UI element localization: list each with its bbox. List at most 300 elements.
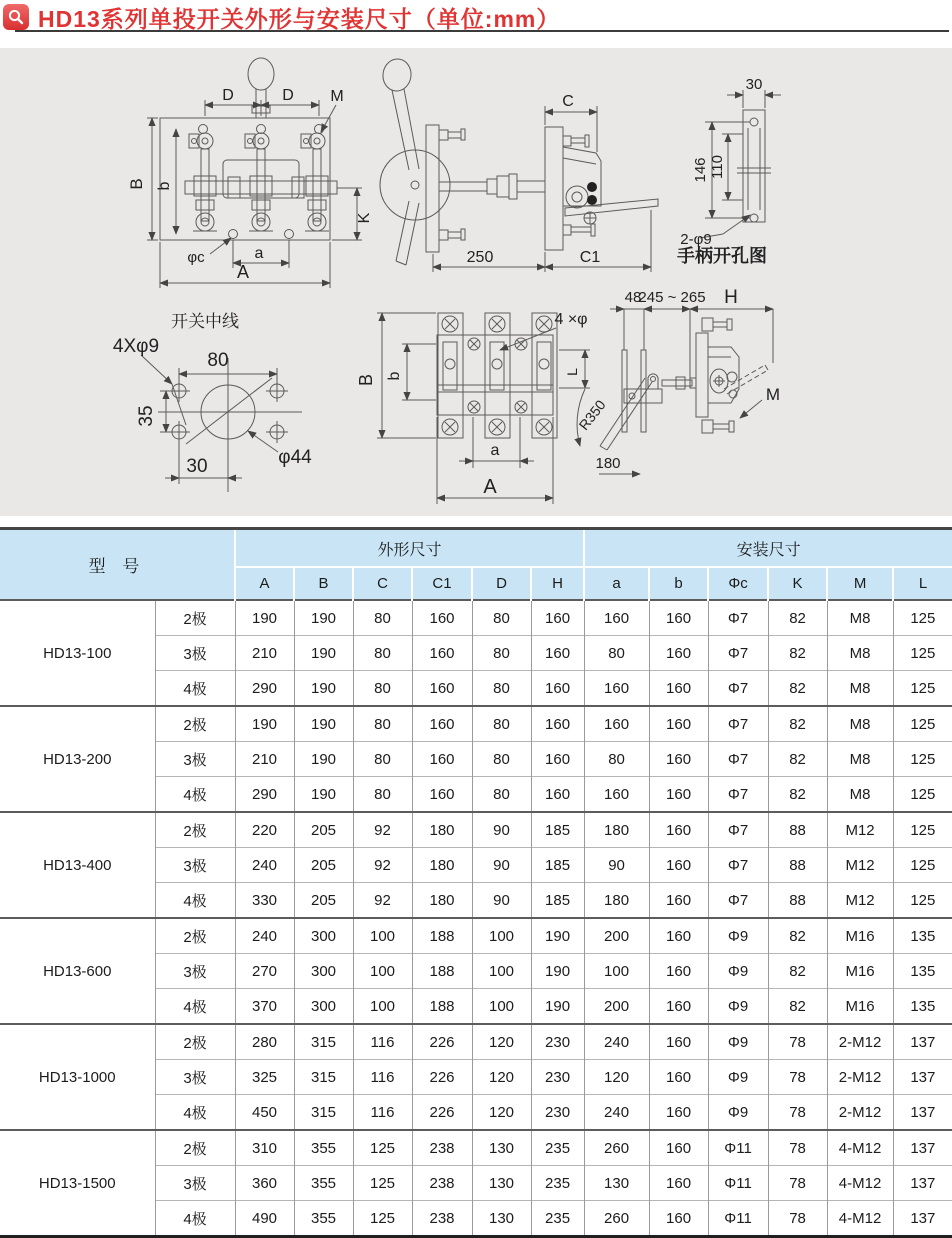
value-cell: 4-M12 xyxy=(827,1201,893,1237)
pole-cell: 4极 xyxy=(155,671,235,707)
pole-cell: 2极 xyxy=(155,918,235,954)
value-cell: 160 xyxy=(649,1166,708,1201)
model-cell: HD13-600 xyxy=(0,918,155,1024)
svg-text:35: 35 xyxy=(136,405,157,427)
svg-text:A: A xyxy=(236,262,250,282)
column-header: C xyxy=(353,567,412,600)
value-cell: M8 xyxy=(827,742,893,777)
value-cell: 160 xyxy=(649,706,708,742)
value-cell: 78 xyxy=(768,1130,827,1166)
value-cell: M8 xyxy=(827,777,893,813)
value-cell: 100 xyxy=(472,954,531,989)
value-cell: 125 xyxy=(893,812,952,848)
value-cell: 125 xyxy=(893,883,952,919)
value-cell: 160 xyxy=(649,812,708,848)
value-cell: 82 xyxy=(768,742,827,777)
value-cell: 190 xyxy=(531,918,584,954)
value-cell: Φ9 xyxy=(708,1095,768,1131)
value-cell: 80 xyxy=(472,636,531,671)
value-cell: 290 xyxy=(235,777,294,813)
model-cell: HD13-400 xyxy=(0,812,155,918)
svg-text:30: 30 xyxy=(745,76,763,93)
column-header: A xyxy=(235,567,294,600)
value-cell: 160 xyxy=(649,1201,708,1237)
value-cell: M12 xyxy=(827,883,893,919)
value-cell: 100 xyxy=(472,989,531,1025)
value-cell: 100 xyxy=(353,989,412,1025)
value-cell: 190 xyxy=(235,706,294,742)
mechanism-view-drawing xyxy=(610,287,780,433)
value-cell: Φ9 xyxy=(708,954,768,989)
value-cell: 130 xyxy=(584,1166,649,1201)
value-cell: 125 xyxy=(893,671,952,707)
outline-group-header: 外形尺寸 xyxy=(235,529,584,568)
value-cell: 160 xyxy=(531,600,584,636)
value-cell: 100 xyxy=(353,954,412,989)
value-cell: 4-M12 xyxy=(827,1130,893,1166)
value-cell: 82 xyxy=(768,989,827,1025)
value-cell: 260 xyxy=(584,1201,649,1237)
value-cell: 80 xyxy=(353,636,412,671)
value-cell: 190 xyxy=(294,636,353,671)
value-cell: 80 xyxy=(472,706,531,742)
value-cell: 160 xyxy=(584,600,649,636)
value-cell: 160 xyxy=(649,600,708,636)
value-cell: M8 xyxy=(827,706,893,742)
value-cell: 82 xyxy=(768,636,827,671)
value-cell: 160 xyxy=(649,777,708,813)
value-cell: 240 xyxy=(235,918,294,954)
value-cell: Φ7 xyxy=(708,777,768,813)
value-cell: 235 xyxy=(531,1166,584,1201)
table-row xyxy=(0,706,952,742)
value-cell: 137 xyxy=(893,1201,952,1237)
value-cell: 160 xyxy=(649,671,708,707)
value-cell: 240 xyxy=(235,848,294,883)
svg-text:180: 180 xyxy=(595,455,621,472)
value-cell: 82 xyxy=(768,918,827,954)
value-cell: M12 xyxy=(827,812,893,848)
value-cell: M16 xyxy=(827,954,893,989)
value-cell: Φ11 xyxy=(708,1166,768,1201)
value-cell: 160 xyxy=(531,671,584,707)
value-cell: Φ7 xyxy=(708,706,768,742)
value-cell: 80 xyxy=(353,600,412,636)
value-cell: Φ11 xyxy=(708,1201,768,1237)
value-cell: 300 xyxy=(294,954,353,989)
value-cell: 78 xyxy=(768,1060,827,1095)
value-cell: 82 xyxy=(768,706,827,742)
value-cell: 80 xyxy=(472,777,531,813)
value-cell: 226 xyxy=(412,1095,472,1131)
value-cell: 188 xyxy=(412,918,472,954)
value-cell: 160 xyxy=(584,706,649,742)
svg-text:L: L xyxy=(564,368,580,376)
value-cell: M16 xyxy=(827,989,893,1025)
value-cell: 90 xyxy=(472,812,531,848)
value-cell: 360 xyxy=(235,1166,294,1201)
value-cell: 160 xyxy=(649,848,708,883)
pole-cell: 3极 xyxy=(155,742,235,777)
value-cell: 125 xyxy=(893,636,952,671)
value-cell: Φ11 xyxy=(708,1130,768,1166)
magnifier-icon xyxy=(3,4,29,30)
value-cell: 160 xyxy=(531,706,584,742)
value-cell: 160 xyxy=(649,954,708,989)
value-cell: 92 xyxy=(353,848,412,883)
value-cell: Φ7 xyxy=(708,636,768,671)
value-cell: 78 xyxy=(768,1166,827,1201)
value-cell: 88 xyxy=(768,883,827,919)
value-cell: 325 xyxy=(235,1060,294,1095)
svg-text:B: B xyxy=(127,178,146,190)
svg-text:b: b xyxy=(386,371,403,381)
value-cell: 160 xyxy=(412,636,472,671)
value-cell: 125 xyxy=(353,1130,412,1166)
value-cell: 200 xyxy=(584,918,649,954)
value-cell: 315 xyxy=(294,1095,353,1131)
value-cell: 355 xyxy=(294,1201,353,1237)
value-cell: 235 xyxy=(531,1130,584,1166)
value-cell: 100 xyxy=(472,918,531,954)
value-cell: 120 xyxy=(472,1024,531,1060)
value-cell: 180 xyxy=(584,812,649,848)
value-cell: 160 xyxy=(649,636,708,671)
value-cell: 300 xyxy=(294,989,353,1025)
value-cell: 160 xyxy=(584,777,649,813)
value-cell: 160 xyxy=(649,742,708,777)
value-cell: 190 xyxy=(294,671,353,707)
value-cell: 238 xyxy=(412,1201,472,1237)
table-body xyxy=(0,600,952,1237)
value-cell: Φ9 xyxy=(708,989,768,1025)
pole-cell: 4极 xyxy=(155,777,235,813)
value-cell: 220 xyxy=(235,812,294,848)
value-cell: M8 xyxy=(827,636,893,671)
svg-text:φc: φc xyxy=(187,249,205,266)
value-cell: 2-M12 xyxy=(827,1060,893,1095)
model-cell: HD13-1000 xyxy=(0,1024,155,1130)
value-cell: 80 xyxy=(584,742,649,777)
value-cell: 137 xyxy=(893,1024,952,1060)
value-cell: 4-M12 xyxy=(827,1166,893,1201)
page-header xyxy=(0,0,952,48)
value-cell: 125 xyxy=(353,1166,412,1201)
model-cell: HD13-100 xyxy=(0,600,155,706)
value-cell: 190 xyxy=(294,706,353,742)
value-cell: 226 xyxy=(412,1024,472,1060)
svg-text:b: b xyxy=(156,181,173,191)
pole-cell: 4极 xyxy=(155,1201,235,1237)
table-row xyxy=(0,1130,952,1166)
table-row xyxy=(0,600,952,636)
svg-text:4 ×φ: 4 ×φ xyxy=(554,311,588,328)
value-cell: 160 xyxy=(649,1060,708,1095)
value-cell: 2-M12 xyxy=(827,1024,893,1060)
value-cell: 80 xyxy=(584,636,649,671)
value-cell: 190 xyxy=(294,600,353,636)
value-cell: 137 xyxy=(893,1060,952,1095)
svg-text:C1: C1 xyxy=(579,249,601,266)
value-cell: 137 xyxy=(893,1130,952,1166)
value-cell: Φ9 xyxy=(708,1024,768,1060)
value-cell: 125 xyxy=(353,1201,412,1237)
svg-text:110: 110 xyxy=(709,155,726,179)
dimensions-table xyxy=(0,527,952,1238)
value-cell: 135 xyxy=(893,989,952,1025)
value-cell: 125 xyxy=(893,706,952,742)
value-cell: 210 xyxy=(235,742,294,777)
page-title: HD13系列单投开关外形与安装尺寸（单位:mm） xyxy=(38,6,561,32)
value-cell: 125 xyxy=(893,777,952,813)
value-cell: 280 xyxy=(235,1024,294,1060)
column-header: L xyxy=(893,567,952,600)
svg-text:M: M xyxy=(330,88,344,105)
value-cell: 82 xyxy=(768,954,827,989)
pole-cell: 4极 xyxy=(155,1095,235,1131)
value-cell: 160 xyxy=(412,671,472,707)
value-cell: 160 xyxy=(531,636,584,671)
value-cell: 188 xyxy=(412,989,472,1025)
value-cell: 188 xyxy=(412,954,472,989)
value-cell: 78 xyxy=(768,1024,827,1060)
svg-text:48: 48 xyxy=(624,289,642,306)
value-cell: 100 xyxy=(584,954,649,989)
svg-text:a: a xyxy=(254,245,264,262)
pole-cell: 3极 xyxy=(155,1060,235,1095)
pole-cell: 2极 xyxy=(155,1024,235,1060)
value-cell: 160 xyxy=(412,600,472,636)
value-cell: 135 xyxy=(893,918,952,954)
value-cell: Φ9 xyxy=(708,1060,768,1095)
value-cell: 190 xyxy=(531,989,584,1025)
value-cell: 120 xyxy=(472,1095,531,1131)
value-cell: Φ9 xyxy=(708,918,768,954)
svg-text:K: K xyxy=(356,212,373,224)
value-cell: 125 xyxy=(893,848,952,883)
value-cell: 160 xyxy=(649,989,708,1025)
value-cell: 137 xyxy=(893,1095,952,1131)
value-cell: 355 xyxy=(294,1166,353,1201)
value-cell: 130 xyxy=(472,1166,531,1201)
value-cell: 120 xyxy=(584,1060,649,1095)
column-header: C1 xyxy=(412,567,472,600)
value-cell: 80 xyxy=(472,671,531,707)
value-cell: 120 xyxy=(472,1060,531,1095)
value-cell: 180 xyxy=(584,883,649,919)
pole-cell: 2极 xyxy=(155,600,235,636)
value-cell: 80 xyxy=(353,777,412,813)
table-row xyxy=(0,812,952,848)
value-cell: 185 xyxy=(531,883,584,919)
value-cell: 160 xyxy=(649,883,708,919)
value-cell: M12 xyxy=(827,848,893,883)
value-cell: 130 xyxy=(472,1201,531,1237)
value-cell: 125 xyxy=(893,742,952,777)
value-cell: 230 xyxy=(531,1024,584,1060)
value-cell: 310 xyxy=(235,1130,294,1166)
value-cell: 160 xyxy=(531,777,584,813)
value-cell: 205 xyxy=(294,848,353,883)
pole-cell: 3极 xyxy=(155,848,235,883)
value-cell: 116 xyxy=(353,1095,412,1131)
svg-text:2-φ9: 2-φ9 xyxy=(680,231,712,248)
value-cell: 226 xyxy=(412,1060,472,1095)
value-cell: 88 xyxy=(768,848,827,883)
value-cell: 160 xyxy=(412,777,472,813)
value-cell: 315 xyxy=(294,1024,353,1060)
value-cell: Φ7 xyxy=(708,812,768,848)
value-cell: 160 xyxy=(412,706,472,742)
value-cell: M16 xyxy=(827,918,893,954)
value-cell: 205 xyxy=(294,883,353,919)
svg-text:B: B xyxy=(356,373,376,387)
column-header: B xyxy=(294,567,353,600)
value-cell: 290 xyxy=(235,671,294,707)
value-cell: 160 xyxy=(531,742,584,777)
svg-text:250: 250 xyxy=(466,249,494,266)
pole-cell: 4极 xyxy=(155,883,235,919)
technical-drawings xyxy=(0,48,952,516)
value-cell: 450 xyxy=(235,1095,294,1131)
svg-text:手柄开孔图: 手柄开孔图 xyxy=(677,246,767,266)
pole-cell: 3极 xyxy=(155,954,235,989)
svg-text:D: D xyxy=(282,87,294,104)
pole-cell: 2极 xyxy=(155,706,235,742)
front-view-drawing xyxy=(127,58,373,288)
value-cell: 190 xyxy=(531,954,584,989)
value-cell: 190 xyxy=(294,777,353,813)
value-cell: 238 xyxy=(412,1166,472,1201)
value-cell: 330 xyxy=(235,883,294,919)
value-cell: 490 xyxy=(235,1201,294,1237)
handle-cutout-drawing xyxy=(677,76,781,266)
svg-text:R350: R350 xyxy=(575,396,609,434)
value-cell: 80 xyxy=(472,742,531,777)
value-cell: 180 xyxy=(412,848,472,883)
column-header: M xyxy=(827,567,893,600)
svg-text:C: C xyxy=(562,93,574,110)
value-cell: 80 xyxy=(353,671,412,707)
value-cell: 355 xyxy=(294,1130,353,1166)
value-cell: 90 xyxy=(584,848,649,883)
value-cell: 92 xyxy=(353,883,412,919)
value-cell: Φ7 xyxy=(708,671,768,707)
value-cell: 235 xyxy=(531,1201,584,1237)
value-cell: 116 xyxy=(353,1060,412,1095)
value-cell: 190 xyxy=(235,600,294,636)
pole-cell: 4极 xyxy=(155,989,235,1025)
value-cell: 160 xyxy=(649,1130,708,1166)
value-cell: 92 xyxy=(353,812,412,848)
value-cell: 205 xyxy=(294,812,353,848)
value-cell: 130 xyxy=(472,1130,531,1166)
svg-text:30: 30 xyxy=(186,456,208,477)
svg-text:D: D xyxy=(222,87,234,104)
value-cell: 80 xyxy=(353,742,412,777)
pole-view-drawing xyxy=(356,311,652,504)
value-cell: M8 xyxy=(827,600,893,636)
model-cell: HD13-200 xyxy=(0,706,155,812)
value-cell: 240 xyxy=(584,1095,649,1131)
pole-cell: 2极 xyxy=(155,812,235,848)
value-cell: 90 xyxy=(472,848,531,883)
column-header: K xyxy=(768,567,827,600)
pole-cell: 3极 xyxy=(155,1166,235,1201)
value-cell: 160 xyxy=(649,918,708,954)
value-cell: 160 xyxy=(649,1095,708,1131)
value-cell: 190 xyxy=(294,742,353,777)
value-cell: 260 xyxy=(584,1130,649,1166)
value-cell: 200 xyxy=(584,989,649,1025)
value-cell: 125 xyxy=(893,600,952,636)
value-cell: 238 xyxy=(412,1130,472,1166)
value-cell: 80 xyxy=(472,600,531,636)
value-cell: 230 xyxy=(531,1095,584,1131)
value-cell: 160 xyxy=(584,671,649,707)
value-cell: 240 xyxy=(584,1024,649,1060)
svg-text:开关中线: 开关中线 xyxy=(171,312,239,331)
svg-text:4Xφ9: 4Xφ9 xyxy=(112,336,160,357)
svg-text:φ44: φ44 xyxy=(278,447,312,468)
column-header: b xyxy=(649,567,708,600)
value-cell: 300 xyxy=(294,918,353,954)
column-header: D xyxy=(472,567,531,600)
title-underline xyxy=(15,30,949,32)
value-cell: Φ7 xyxy=(708,600,768,636)
pole-cell: 2极 xyxy=(155,1130,235,1166)
value-cell: 2-M12 xyxy=(827,1095,893,1131)
drawings-panel xyxy=(0,48,952,516)
value-cell: 230 xyxy=(531,1060,584,1095)
svg-text:146: 146 xyxy=(692,157,709,183)
column-header: Φc xyxy=(708,567,768,600)
svg-text:80: 80 xyxy=(207,350,229,371)
value-cell: 180 xyxy=(412,812,472,848)
value-cell: Φ7 xyxy=(708,883,768,919)
model-column-header: 型 号 xyxy=(0,529,235,601)
value-cell: 180 xyxy=(412,883,472,919)
value-cell: 185 xyxy=(531,848,584,883)
svg-text:A: A xyxy=(483,476,497,498)
value-cell: 370 xyxy=(235,989,294,1025)
column-header: a xyxy=(584,567,649,600)
value-cell: 82 xyxy=(768,600,827,636)
value-cell: 137 xyxy=(893,1166,952,1201)
value-cell: 116 xyxy=(353,1024,412,1060)
side-view-drawing xyxy=(380,57,658,272)
table-row xyxy=(0,1024,952,1060)
svg-text:H: H xyxy=(724,287,738,308)
value-cell: 90 xyxy=(472,883,531,919)
svg-text:245 ~ 265: 245 ~ 265 xyxy=(638,289,706,306)
mount-group-header: 安装尺寸 xyxy=(584,529,952,568)
value-cell: Φ7 xyxy=(708,848,768,883)
value-cell: 80 xyxy=(353,706,412,742)
table-row xyxy=(0,918,952,954)
value-cell: 315 xyxy=(294,1060,353,1095)
value-cell: 160 xyxy=(649,1024,708,1060)
value-cell: 88 xyxy=(768,812,827,848)
svg-text:a: a xyxy=(490,442,500,459)
center-hole-drawing xyxy=(113,312,312,492)
value-cell: 78 xyxy=(768,1095,827,1131)
pole-cell: 3极 xyxy=(155,636,235,671)
value-cell: 185 xyxy=(531,812,584,848)
value-cell: 100 xyxy=(353,918,412,954)
table-header xyxy=(0,529,952,601)
model-cell: HD13-1500 xyxy=(0,1130,155,1237)
